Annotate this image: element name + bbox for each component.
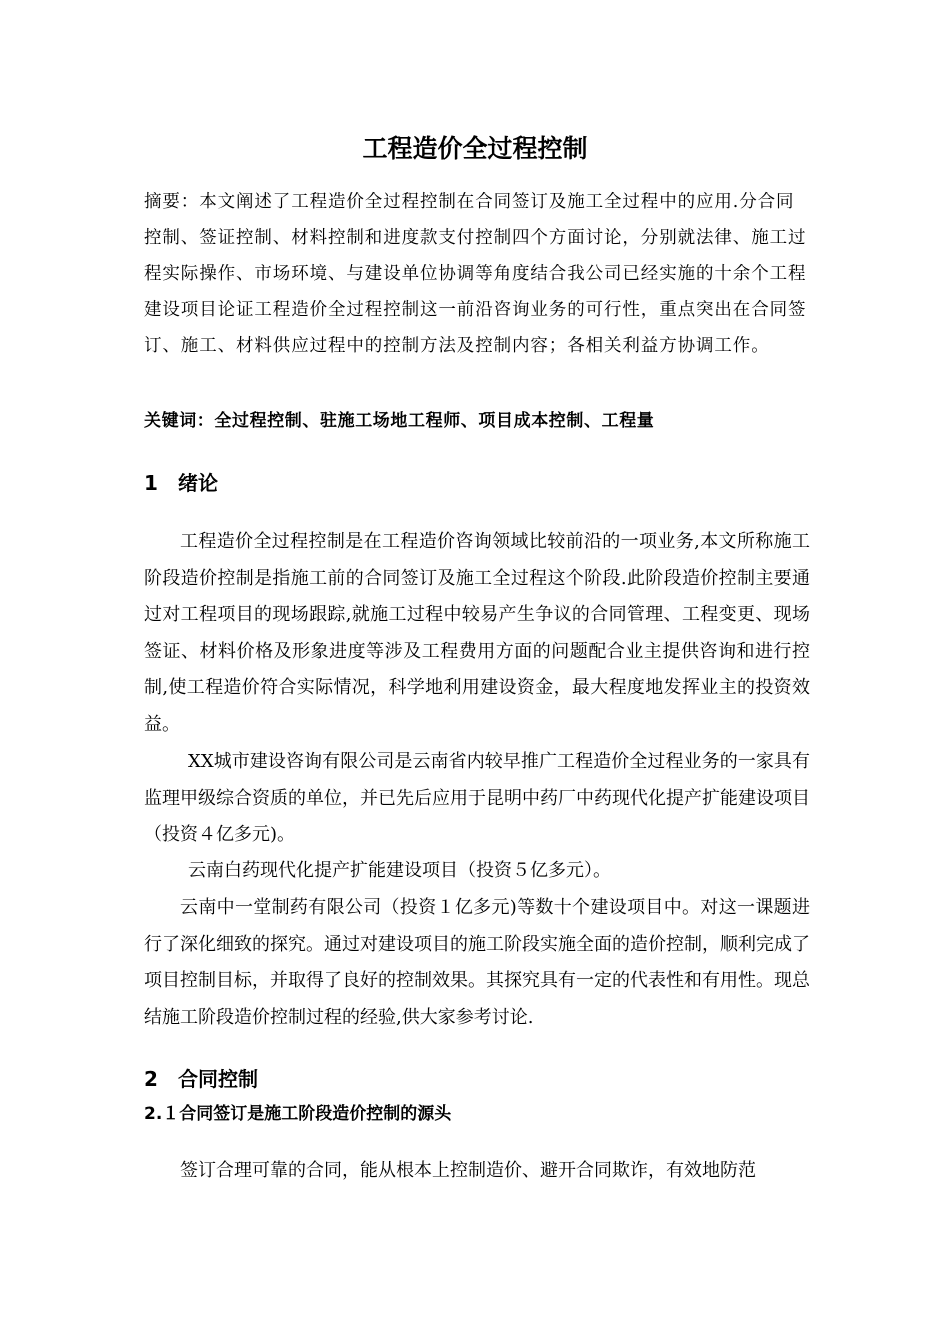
document-title: 工程造价全过程控制 [362, 134, 588, 163]
section-2-heading [144, 1064, 258, 1094]
section-1-number: 1 [144, 471, 158, 495]
section-2-number: 2 [144, 1067, 158, 1091]
section-2-title: 合同控制 [178, 1067, 258, 1091]
section-1-title: 绪论 [178, 471, 218, 495]
section-1-paragraph-3: 云南白药现代化提产扩能建设项目（投资５亿多元）。 [188, 860, 611, 881]
section-1-heading [144, 468, 218, 498]
abstract: 摘要：本文阐述了工程造价全过程控制在合同签订及施工全过程中的应用.分合同控制、签证控制、材料控制和进度款支付控制四个方面讨论，分别就法律、施工过程实际操作、市场环境、与建设单位协调等角度结合我公司已经实施的十余个工程建设项目论证工程造价全过程控制这一前沿咨询业务的可行性，重点突出在合同签订、施工、材料供应过程中的控制方法及控制内容；各相关利益方协调工作。 [144, 192, 807, 356]
keywords: 关键词：全过程控制、驻施工场地工程师、项目成本控制、工程量 [144, 411, 655, 431]
subsection-2-1-paragraph: 签订合理可靠的合同，能从根本上控制造价、避开合同欺诈，有效地防范 [180, 1160, 756, 1181]
section-1-paragraph-2: XX城市建设咨询有限公司是云南省内较早推广工程造价全过程业务的一家具有监理甲级综合资质的单位，并已先后应用于昆明中药厂中药现代化提产扩能建设项目（投资４亿多元)。 [144, 751, 810, 845]
section-1-paragraph-4: 云南中一堂制药有限公司（投资１亿多元)等数十个建设项目中。对这一课题进行了深化细致的探究。通过对建设项目的施工阶段实施全面的造价控制，顺利完成了项目控制目标，并取得了良好的控制效果。其探究具有一定的代表性和有用性。现总结施工阶段造价控制过程的经验,供大家参考讨论. [144, 897, 810, 1028]
subsection-2-1-heading: 2.１合同签订是施工阶段造价控制的源头 [144, 1104, 452, 1124]
section-1-paragraph-1: 工程造价全过程控制是在工程造价咨询领域比较前沿的一项业务,本文所称施工阶段造价控制是指施工前的合同签订及施工全过程这个阶段.此阶段造价控制主要通过对工程项目的现场跟踪,就施工过程中较易产生争议的合同管理、工程变更、现场签证、材料价格及形象进度等涉及工程费用方面的问题配合业主提供咨询和进行控制,使工程造价符合实际情况，科学地利用建设资金，最大程度地发挥业主的投资效益。 [144, 531, 810, 735]
